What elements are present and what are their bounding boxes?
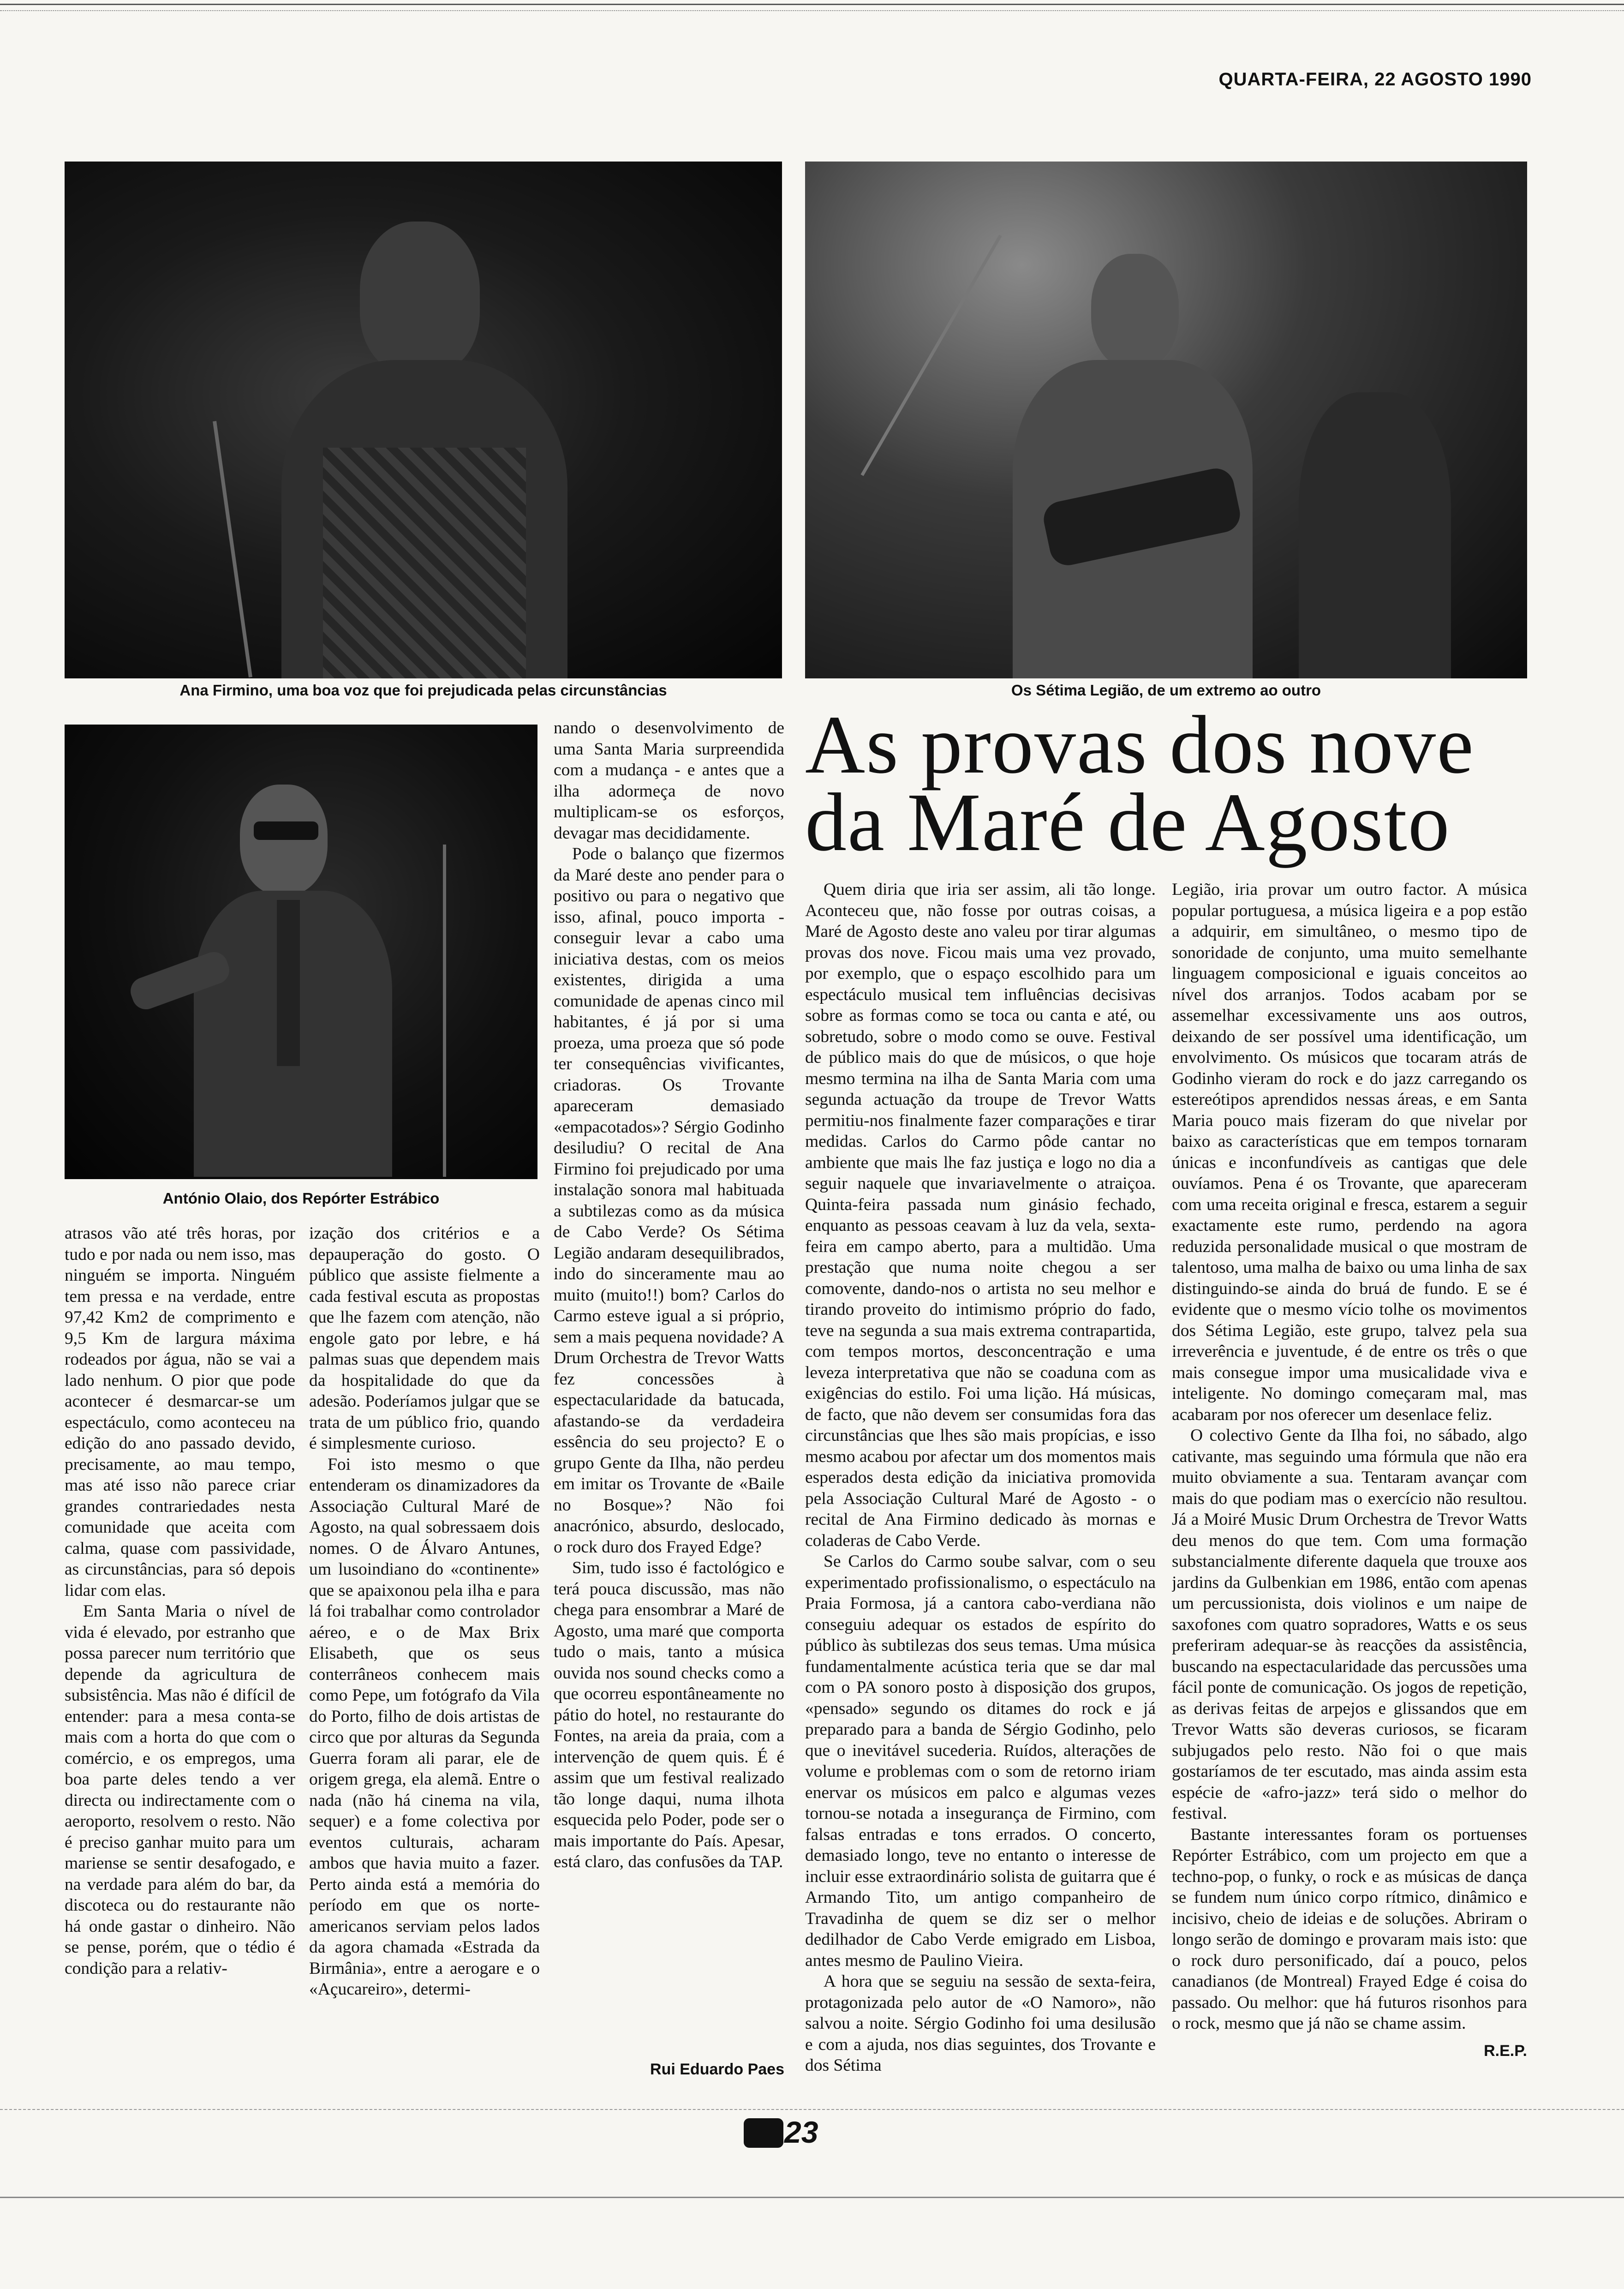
paragraph: Pode o balanço que fizermos da Maré deste ano pender para o positivo ou para o negativo que isso, afinal, pouco importa - conseguir levar a cabo uma iniciativa destas, com os meios existentes, dirigida a uma comunidade de apenas cinco mil habitantes, é já por si uma proeza, uma proeza que só pode ter consequências vivificantes, criadoras. Os Trovante apareceram demasiado «empacotados»? Sérgio Godinho desiludiu? O recital de Ana Firmino foi prejudicado por uma instalação sonora mal habituada a subtilezas como as da música de Cabo Verde? Os Sétima Legião andaram desequilibrados, indo do sinceramente mau ao muito (muito!!) bom? Carlos do Carmo esteve igual a si próprio, sem a mais pequena novidade? A Drum Orchestra de Trevor Watts fez concessões à espectacularidade da batucada, afastando-se da verdadeira essência do seu projecto? E o grupo Gente da Ilha, não perdeu em imitar os Trovante de «Baile no Bosque»? Não foi anacrónico, absurdo, deslocado, o rock duro dos Frayed Edge? xyxy=(554,845,784,1557)
page-number: 23 xyxy=(784,2115,818,2149)
article-column-3 xyxy=(554,718,784,2056)
paragraph: Quem diria que iria ser assim, ali tão longe. Aconteceu que, não fosse por outras coisas, a Maré de Agosto deste ano valeu por tirar algumas provas dos nove. Ficou mais uma vez provado, por exemplo, que o espaço escolhido para um espectáculo musical tem influências decisivas sobre as formas como se toca ou canta e até, ou sobretudo, sobre o modo como se ouve. Festival de público mais do que de músicos, o que hoje mesmo termina na ilha de Santa Maria com uma segunda actuação da troupe de Trevor Watts permitiu-nos finalmente fazer comparações e tirar medidas. Carlos do Carmo pôde cantar no ambiente que mais lhe faz justiça e logo no dia a seguir naquele que invariavelmente o atraiçoa. Quinta-feira passada num ginásio fechado, enquanto as pessoas ceavam à luz da vela, sexta-feira em campo aberto, para a multidão. Uma prestação que numa noite chegou a ser comovente, dando-nos o artista no seu melhor e tirando proveito do intimismo próprio do fado, teve na segunda a sua mais extrema contrapartida, com tempos mortos, desconcentração e uma leveza interpretativa que não se coaduna com as exigências do estilo. Foi uma lição. Há músicas, de facto, que não devem ser consumidas fora das circunstâncias que lhes são mais propícias, e isso mesmo acabou por afectar um dos momentos mais esperados desta edição da iniciativa promovida pela Associação Cultural Maré de Agosto - o recital de Ana Firmino dedicado às mornas e coladeras de Cabo Verde. xyxy=(805,880,1156,1550)
dateline: QUARTA-FEIRA, 22 AGOSTO 1990 xyxy=(1218,69,1532,90)
paragraph: nando o desenvolvimento de uma Santa Maria surpreendida com a mudança - e antes que a ilha adormeça de novo multiplicam-se os esforços, devagar mas decididamente. xyxy=(554,719,784,843)
caption-antonio-olaio: António Olaio, dos Repórter Estrábico xyxy=(162,1190,440,1207)
photo-ana-firmino xyxy=(65,162,782,678)
headline-line-2: da Maré de Agosto xyxy=(805,776,1451,868)
paragraph: Se Carlos do Carmo soube salvar, com o seu experimentado profissionalismo, o espectáculo na Praia Formosa, já a cantora cabo-verdiana não conseguiu adequar os estados de espírito do público às subtilezas dos seus temas. Uma música fundamentalmente acústica teria que se dar mal com o PA sonoro posto à disposição dos grupos, «pensado» segundo os ditames do rock e já preparado para a banda de Sérgio Godinho, pelo que o inevitável sucederia. Ruídos, alterações de volume e problemas com o som de retorno iriam enervar os músicos em palco e algumas vezes tornou-se notada a insegurança de Firmino, com falsas entradas e tons errados. O concerto, demasiado longo, teve no entanto o interesse de incluir esse extraordinário solista de guitarra que é Armando Tito, um antigo companheiro de Travadinha de quem se diz ser o melhor dedilhador de Cabo Verde emigrado em Lisboa, antes mesmo de Paulino Vieira. xyxy=(805,1552,1156,1970)
paragraph: Em Santa Maria o nível de vida é elevado, por estranho que possa parecer num território que depende da agricultura de subsistência. Mas não é difícil de entender: para a mesa conta-se mais com a horta do que com o comércio, e os empregos, uma boa parte deles tendo a ver directa ou indirectamente com o aeroporto, resolvem o resto. Não é preciso ganhar muito para um mariense se sentir desafogado, e na verdade para além do bar, da discoteca ou do restaurante não há onde gastar o dinheiro. Não se pense, porém, que o tédio é condição para a relativ- xyxy=(65,1602,295,1978)
paragraph: A hora que se seguiu na sessão de sexta-feira, protagonizada pelo autor de «O Namoro», não salvou a noite. Sérgio Godinho foi uma desilusão e com a ajuda, nos dias seguintes, dos Trovante e dos Sétima xyxy=(805,1972,1156,2075)
newspaper-logo-icon xyxy=(744,2118,783,2148)
article-column-4 xyxy=(805,879,1156,2093)
top-dotted-rule xyxy=(0,10,1624,11)
article-column-5 xyxy=(1172,879,1527,2042)
photo-setima-legiao xyxy=(805,162,1527,678)
article-column-2 xyxy=(309,1223,540,2091)
top-rule xyxy=(0,4,1624,5)
byline-rep: R.E.P. xyxy=(1484,2042,1527,2060)
footer-rule xyxy=(0,2109,1624,2110)
article-column-1 xyxy=(65,1223,295,2091)
bottom-rule xyxy=(0,2197,1624,2198)
paragraph: Foi isto mesmo o que entenderam os dinamizadores da Associação Cultural Maré de Agosto, na qual sobressaem dois nomes. O de Álvaro Antunes, um lusoindiano do «continente» que se apaixonou pela ilha e para lá foi trabalhar como controlador aéreo, e o de Max Brix Elisabeth, que os seus conterrâneos conhecem mais como Pepe, um fotógrafo da Vila do Porto, filho de dois artistas de circo que por alturas da Segunda Guerra foram ali parar, ele de origem grega, ela alemã. Entre o nada (não há cinema na vila, sequer) e a fome colectiva por eventos culturais, acharam ambos que havia muito a fazer. Perto ainda está a memória do período em que os norte-americanos serviam pelos lados da agora chamada «Estrada da Birmânia», entre a aerogare e o «Açucareiro», determi- xyxy=(309,1455,540,1999)
caption-ana-firmino: Ana Firmino, uma boa voz que foi prejudicada pelas circunstâncias xyxy=(179,682,667,699)
paragraph: O colectivo Gente da Ilha foi, no sábado, algo cativante, mas seguindo uma fórmula que não era muito obviamente a sua. Tentaram avançar com mais do que podiam mas o exercício não resultou. Já a Moiré Music Drum Orchestra de Trevor Watts deu menos do que tem. Com uma formação substancialmente diferente daquela que trouxe aos jardins da Gulbenkian em 1986, então com apenas um percussionista, dois violinos e um naipe de saxofones com quatro sopradores, Watts e os seus preferiram adequar-se às reacções da assistência, buscando na espectacularidade das percussões uma fácil ponte de comunicação. Os jogos de repetição, as derivas feitas de arpejos e glissandos que em Trevor Watts são deveras curiosos, se ficaram subjugados pelo resto. Não foi o que mais gostaríamos de ter escutado, mas ainda assim esta espécie de «afro-jazz» terá sido o melhor do festival. xyxy=(1172,1426,1527,1823)
paragraph: Legião, iria provar um outro factor. A música popular portuguesa, a música ligeira e a pop estão a adquirir, em simultâneo, o mesmo tipo de sonoridade de conjunto, uma muito semelhante linguagem composicional e iguais conceitos ao nível dos arranjos. Todos acabam por se assemelhar excessivamente uns aos outros, deixando de ser possível uma identificação, um envolvimento. Os músicos que tocaram atrás de Godinho vieram do rock e do jazz carregando os estereótipos aprendidos nessas áreas, e em Santa Maria pouco mais fizeram do que nivelar por baixo as características que em tempos tornaram únicas e inconfundíveis as cantigas que dele ouvíamos. Pena é os Trovante, que apareceram com uma receita original e fresca, estarem a seguir exactamente este rumo, perdendo na agora reduzida personalidade musical o que mostram de talentoso, uma malha de baixo ou uma linha de sax distinguindo-se ainda do bruá de fundo. E se é evidente que o mesmo vício tolhe os movimentos dos Sétima Legião, este grupo, talvez pela sua irreverência e juventude, é de entre os três o que mais consegue impor uma musicalidade viva e inteligente. No domingo começaram mal, mas acabaram por nos oferecer um desenlace feliz. xyxy=(1172,880,1527,1424)
paragraph: Sim, tudo isso é factológico e terá pouca discussão, mas não chega para ensombrar a Maré de Agosto, uma maré que comporta tudo o mais, tanto a música ouvida nos sound checks como a que ocorreu espontâneamente no pátio do hotel, no restaurante do Fontes, na areia da praia, com a intervenção de quem quis. É é assim que um festival realizado tão longe daqui, numa ilhota esquecida pelo Poder, pode ser o mais importante do País. Apesar, está claro, das confusões da TAP. xyxy=(554,1558,784,1871)
paragraph: ização dos critérios e a depauperação do gosto. O público que assiste fielmente a cada festival escuta as propostas que lhe fazem com atenção, não engole gato por lebre, e há palmas suas que dependem mais da hospitalidade do que da adesão. Poderíamos julgar que se trata de um público frio, quando é simplesmente curioso. xyxy=(309,1224,540,1453)
byline-rui-eduardo-paes: Rui Eduardo Paes xyxy=(650,2061,784,2078)
caption-setima-legiao: Os Sétima Legião, de um extremo ao outro xyxy=(1011,682,1321,699)
headline xyxy=(805,699,1497,868)
paragraph: Bastante interessantes foram os portuenses Repórter Estrábico, com um projecto em que a techno-pop, o funky, o rock e as músicas de dança se fundem num único corpo rítmico, dinâmico e incisivo, cheio de ideias e de soluções. Abriram o longo serão de domingo e provaram mais isto: que o rock duro personificado, daí a pouco, pelos canadianos (de Montreal) Frayed Edge é coisa do passado. Ou melhor: que há futuros risonhos para o rock, mesmo que já não se chame assim. xyxy=(1172,1825,1527,2033)
photo-antonio-olaio xyxy=(65,725,537,1179)
paragraph: atrasos vão até três horas, por tudo e por nada ou nem isso, mas ninguém se importa. Ninguém tem pressa e na verdade, entre 97,42 Km2 de comprimento e 9,5 Km de largura máxima rodeados por água, não se vai a lado nenhum. O pior que pode acontecer é desmarcar-se um espectáculo, como aconteceu na edição do ano passado devido, precisamente, ao mau tempo, mas até isso não parece criar grandes contrariedades nesta comunidade que aceita com calma, quase com passividade, as circunstâncias, para só depois lidar com elas. xyxy=(65,1224,295,1600)
headline-line-1: As provas dos nove xyxy=(805,699,1475,791)
